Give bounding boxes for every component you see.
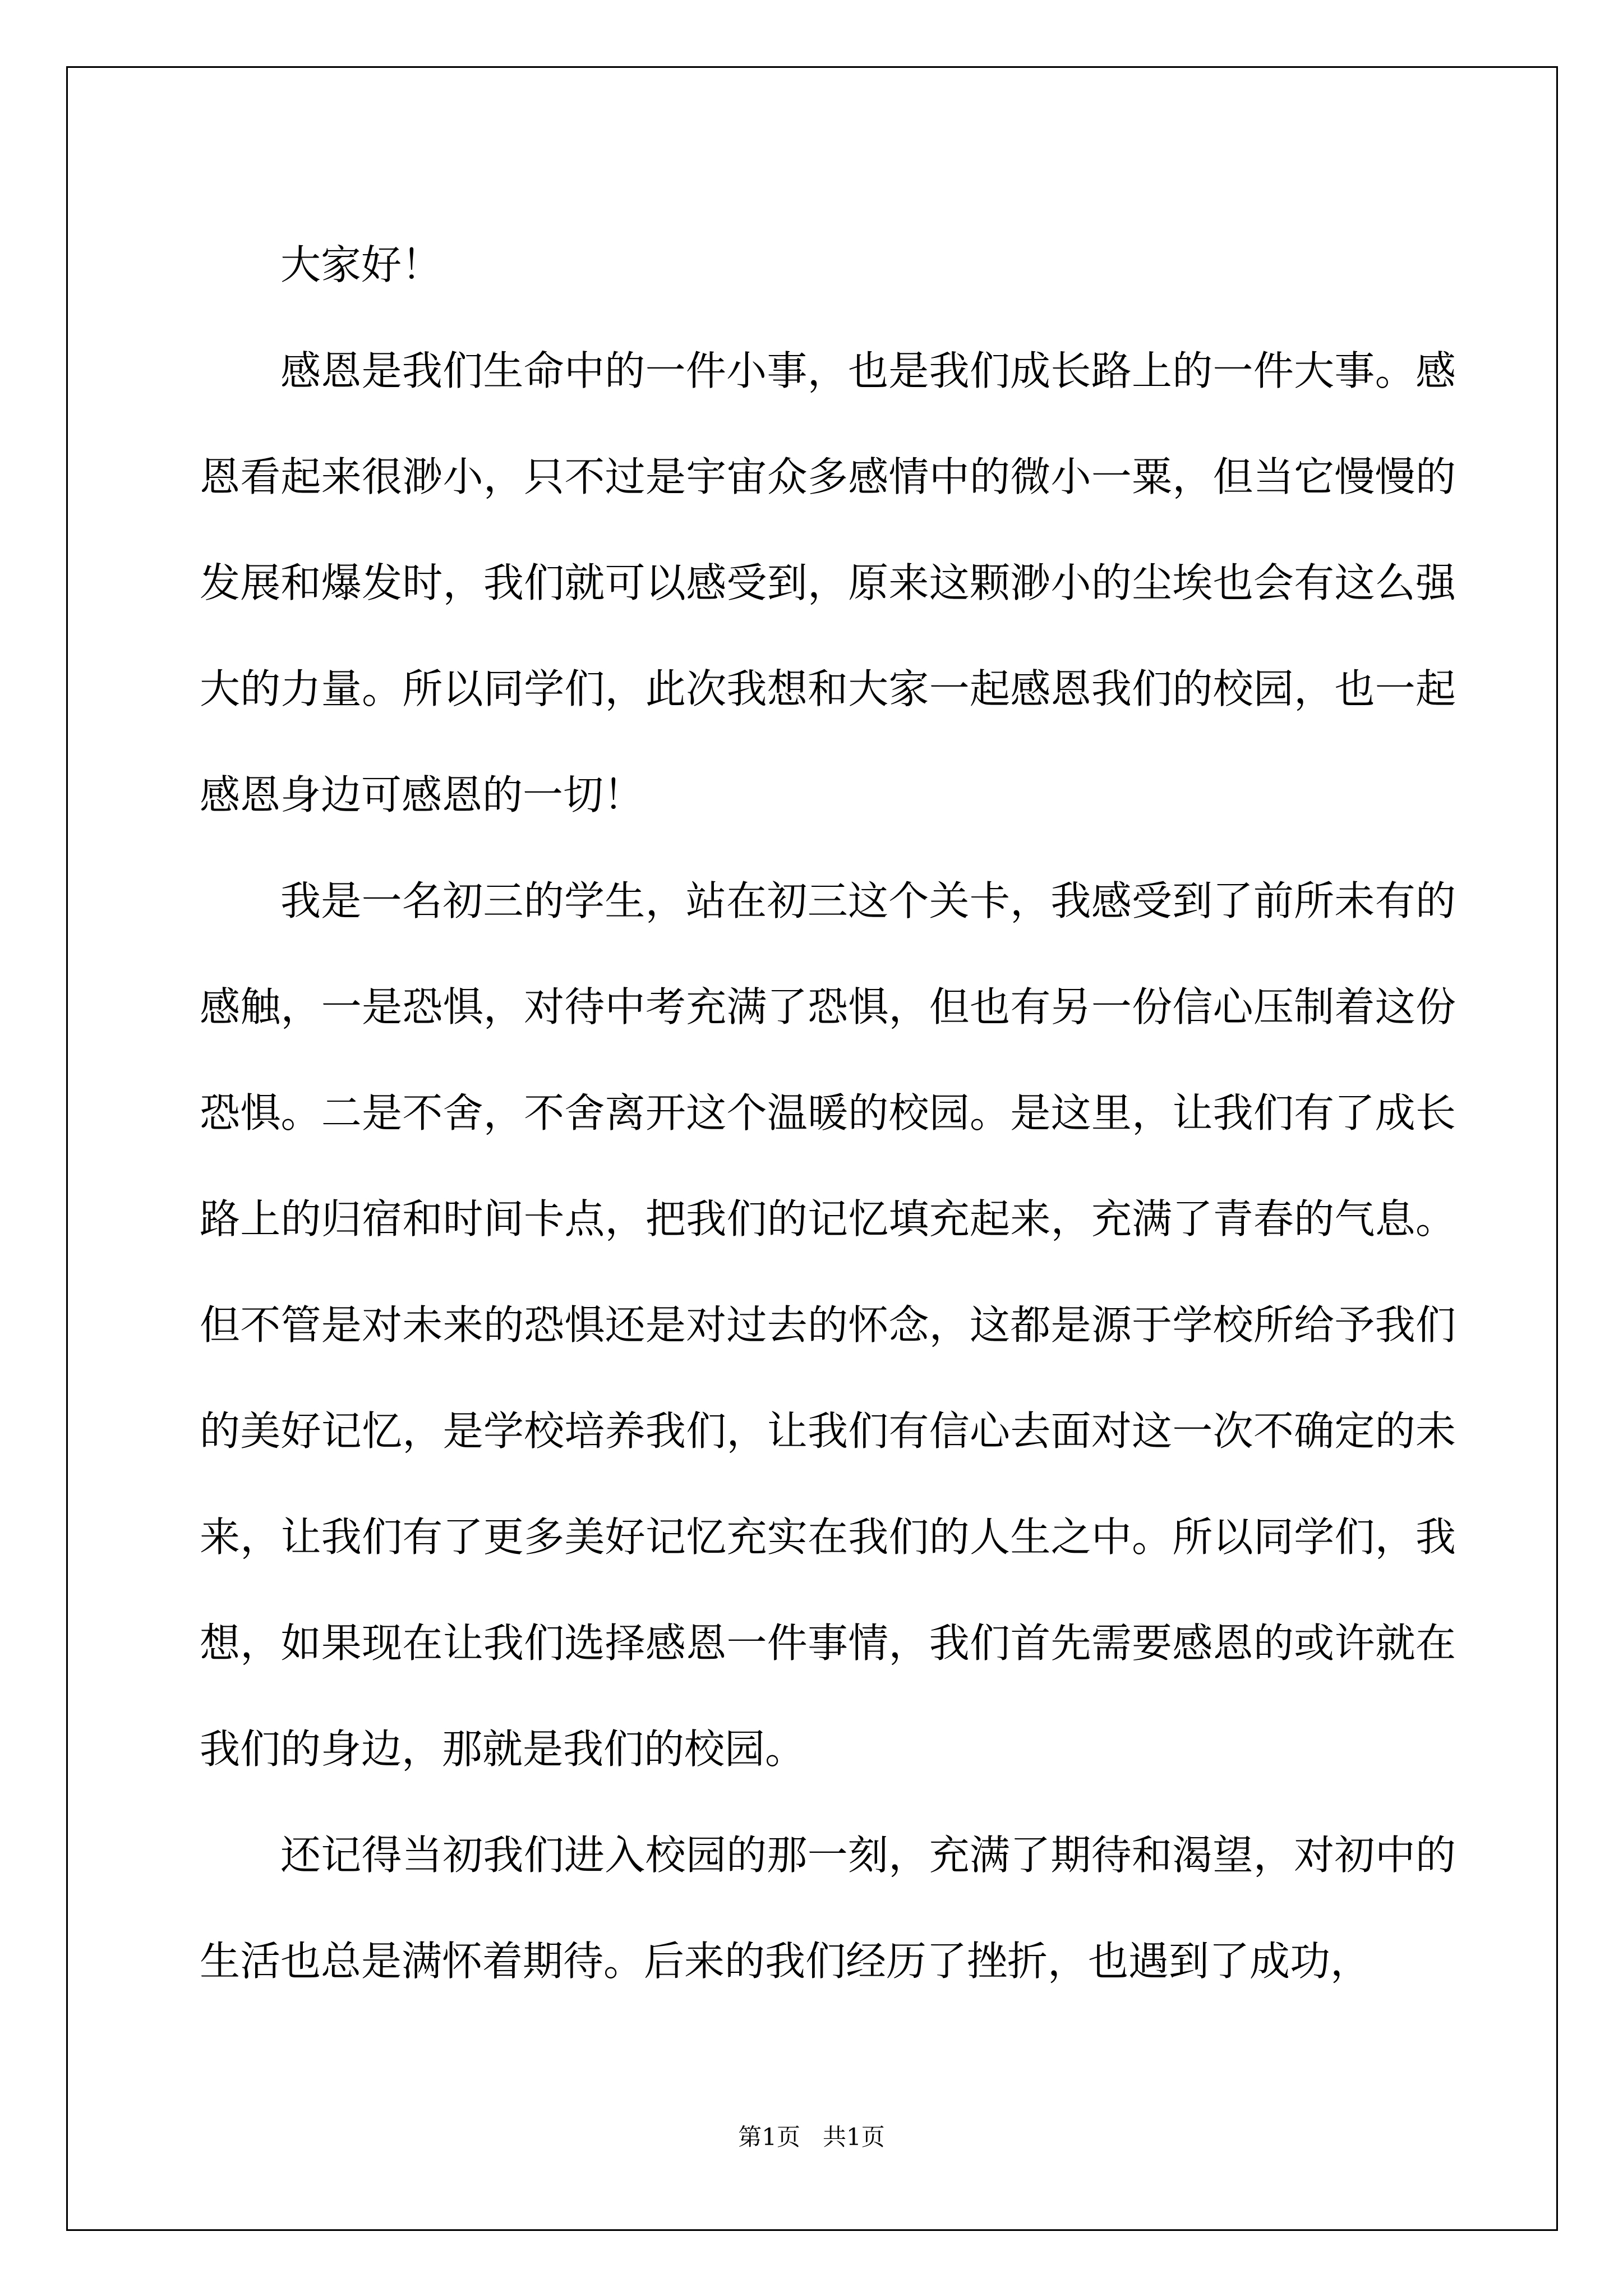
page-total: 共1页: [823, 2123, 885, 2151]
paragraph-1: 感恩是我们生命中的一件小事，也是我们成长路上的一件大事。感恩看起来很渺小，只不过是宇宙众多感情中的微小一粟，但当它慢慢的发展和爆发时，我们就可以感受到，原来这颗渺小的尘埃也会有这么强大的力量。所以同学们，此次我想和大家一起感恩我们的校园，也一起感恩身边可感恩的一切！: [200, 347, 1456, 818]
document-body: [200, 212, 1456, 2014]
paragraph-3: 还记得当初我们进入校园的那一刻，充满了期待和渴望，对初中的生活也总是满怀着期待。后来的我们经历了挫折，也遇到了成功，: [200, 1832, 1456, 1985]
paragraph-2: 我是一名初三的学生，站在初三这个关卡，我感受到了前所未有的感触，一是恐惧，对待中考充满了恐惧，但也有另一份信心压制着这份恐惧。二是不舍，不舍离开这个温暖的校园。是这里，让我们有了成长路上的归宿和时间卡点，把我们的记忆填充起来，充满了青春的气息。但不管是对未来的恐惧还是对过去的怀念，这都是源于学校所给予我们的美好记忆，是学校培养我们，让我们有信心去面对这一次不确定的未来，让我们有了更多美好记忆充实在我们的人生之中。所以同学们，我想，如果现在让我们选择感恩一件事情，我们首先需要感恩的或许就在我们的身边，那就是我们的校园。: [200, 877, 1456, 1773]
page-footer: [0, 2120, 1623, 2154]
page-number: 第1页: [738, 2123, 800, 2151]
greeting: 大家好！: [280, 241, 442, 288]
